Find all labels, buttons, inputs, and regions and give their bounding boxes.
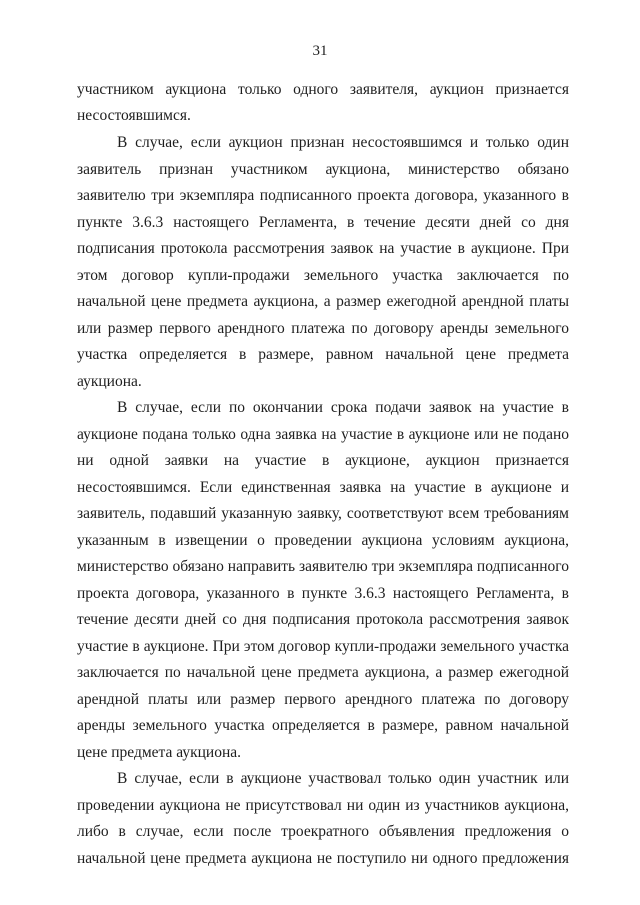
text-line: заключается по начальной цене предмета аукциона, а размер ежегодной bbox=[77, 664, 569, 681]
text-line: несостоявшимся. bbox=[77, 107, 191, 124]
text-line: министерство обязано направить заявителю три экземпляра подписанного bbox=[77, 558, 569, 575]
text-line: проведении аукциона не присутствовал ни один из участников аукциона, bbox=[77, 797, 569, 814]
text-line: подписания протокола рассмотрения заявок на участие в аукционе. При bbox=[77, 240, 569, 257]
text-line: течение десяти дней со дня подписания протокола рассмотрения заявок bbox=[77, 611, 569, 628]
text-line: В случае, если аукцион признан несостоявшимся и только один bbox=[117, 134, 569, 151]
text-line: ни одной заявки на участие в аукционе, аукцион признается bbox=[77, 452, 569, 469]
text-line: или размер первого арендного платежа по договору аренды земельного bbox=[77, 320, 569, 337]
text-line: участие в аукционе. При этом договор купли-продажи земельного участка bbox=[77, 638, 569, 655]
text-line: В случае, если по окончании срока подачи заявок на участие в bbox=[117, 399, 569, 416]
text-line: участка определяется в размере, равном начальной цене предмета bbox=[77, 346, 569, 363]
text-line: этом договор купли-продажи земельного участка заключается по bbox=[77, 267, 569, 284]
text-line: начальной цене предмета аукциона не поступило ни одного предложения bbox=[77, 850, 569, 867]
text-line: арендной платы или размер первого арендного платежа по договору bbox=[77, 691, 569, 708]
text-line: аукциона. bbox=[77, 373, 142, 390]
text-line: либо в случае, если после троекратного объявления предложения о bbox=[77, 823, 569, 840]
text-line: В случае, если в аукционе участвовал только один участник или bbox=[117, 770, 569, 787]
page-number: 31 bbox=[312, 43, 328, 59]
text-line: аренды земельного участка определяется в размере, равном начальной bbox=[77, 717, 569, 734]
text-line: цене предмета аукциона. bbox=[77, 744, 241, 761]
text-line: пункте 3.6.3 настоящего Регламента, в течение десяти дней со дня bbox=[77, 214, 569, 231]
text-line: начальной цене предмета аукциона, а размер ежегодной арендной платы bbox=[77, 293, 569, 310]
text-line: проекта договора, указанного в пункте 3.6.3 настоящего Регламента, в bbox=[77, 585, 569, 602]
text-line: заявитель, подавший указанную заявку, соответствуют всем требованиям bbox=[77, 505, 569, 522]
text-line: участником аукциона только одного заявителя, аукцион признается bbox=[77, 81, 569, 98]
text-line: заявитель признан участником аукциона, министерство обязано bbox=[77, 161, 569, 178]
text-line: указанным в извещении о проведении аукциона условиям аукциона, bbox=[77, 532, 569, 549]
text-line: несостоявшимся. Если единственная заявка на участие в аукционе и bbox=[77, 479, 569, 496]
text-line: заявителю три экземпляра подписанного проекта договора, указанного в bbox=[77, 187, 569, 204]
text-line: аукционе подана только одна заявка на участие в аукционе или не подано bbox=[77, 426, 569, 443]
